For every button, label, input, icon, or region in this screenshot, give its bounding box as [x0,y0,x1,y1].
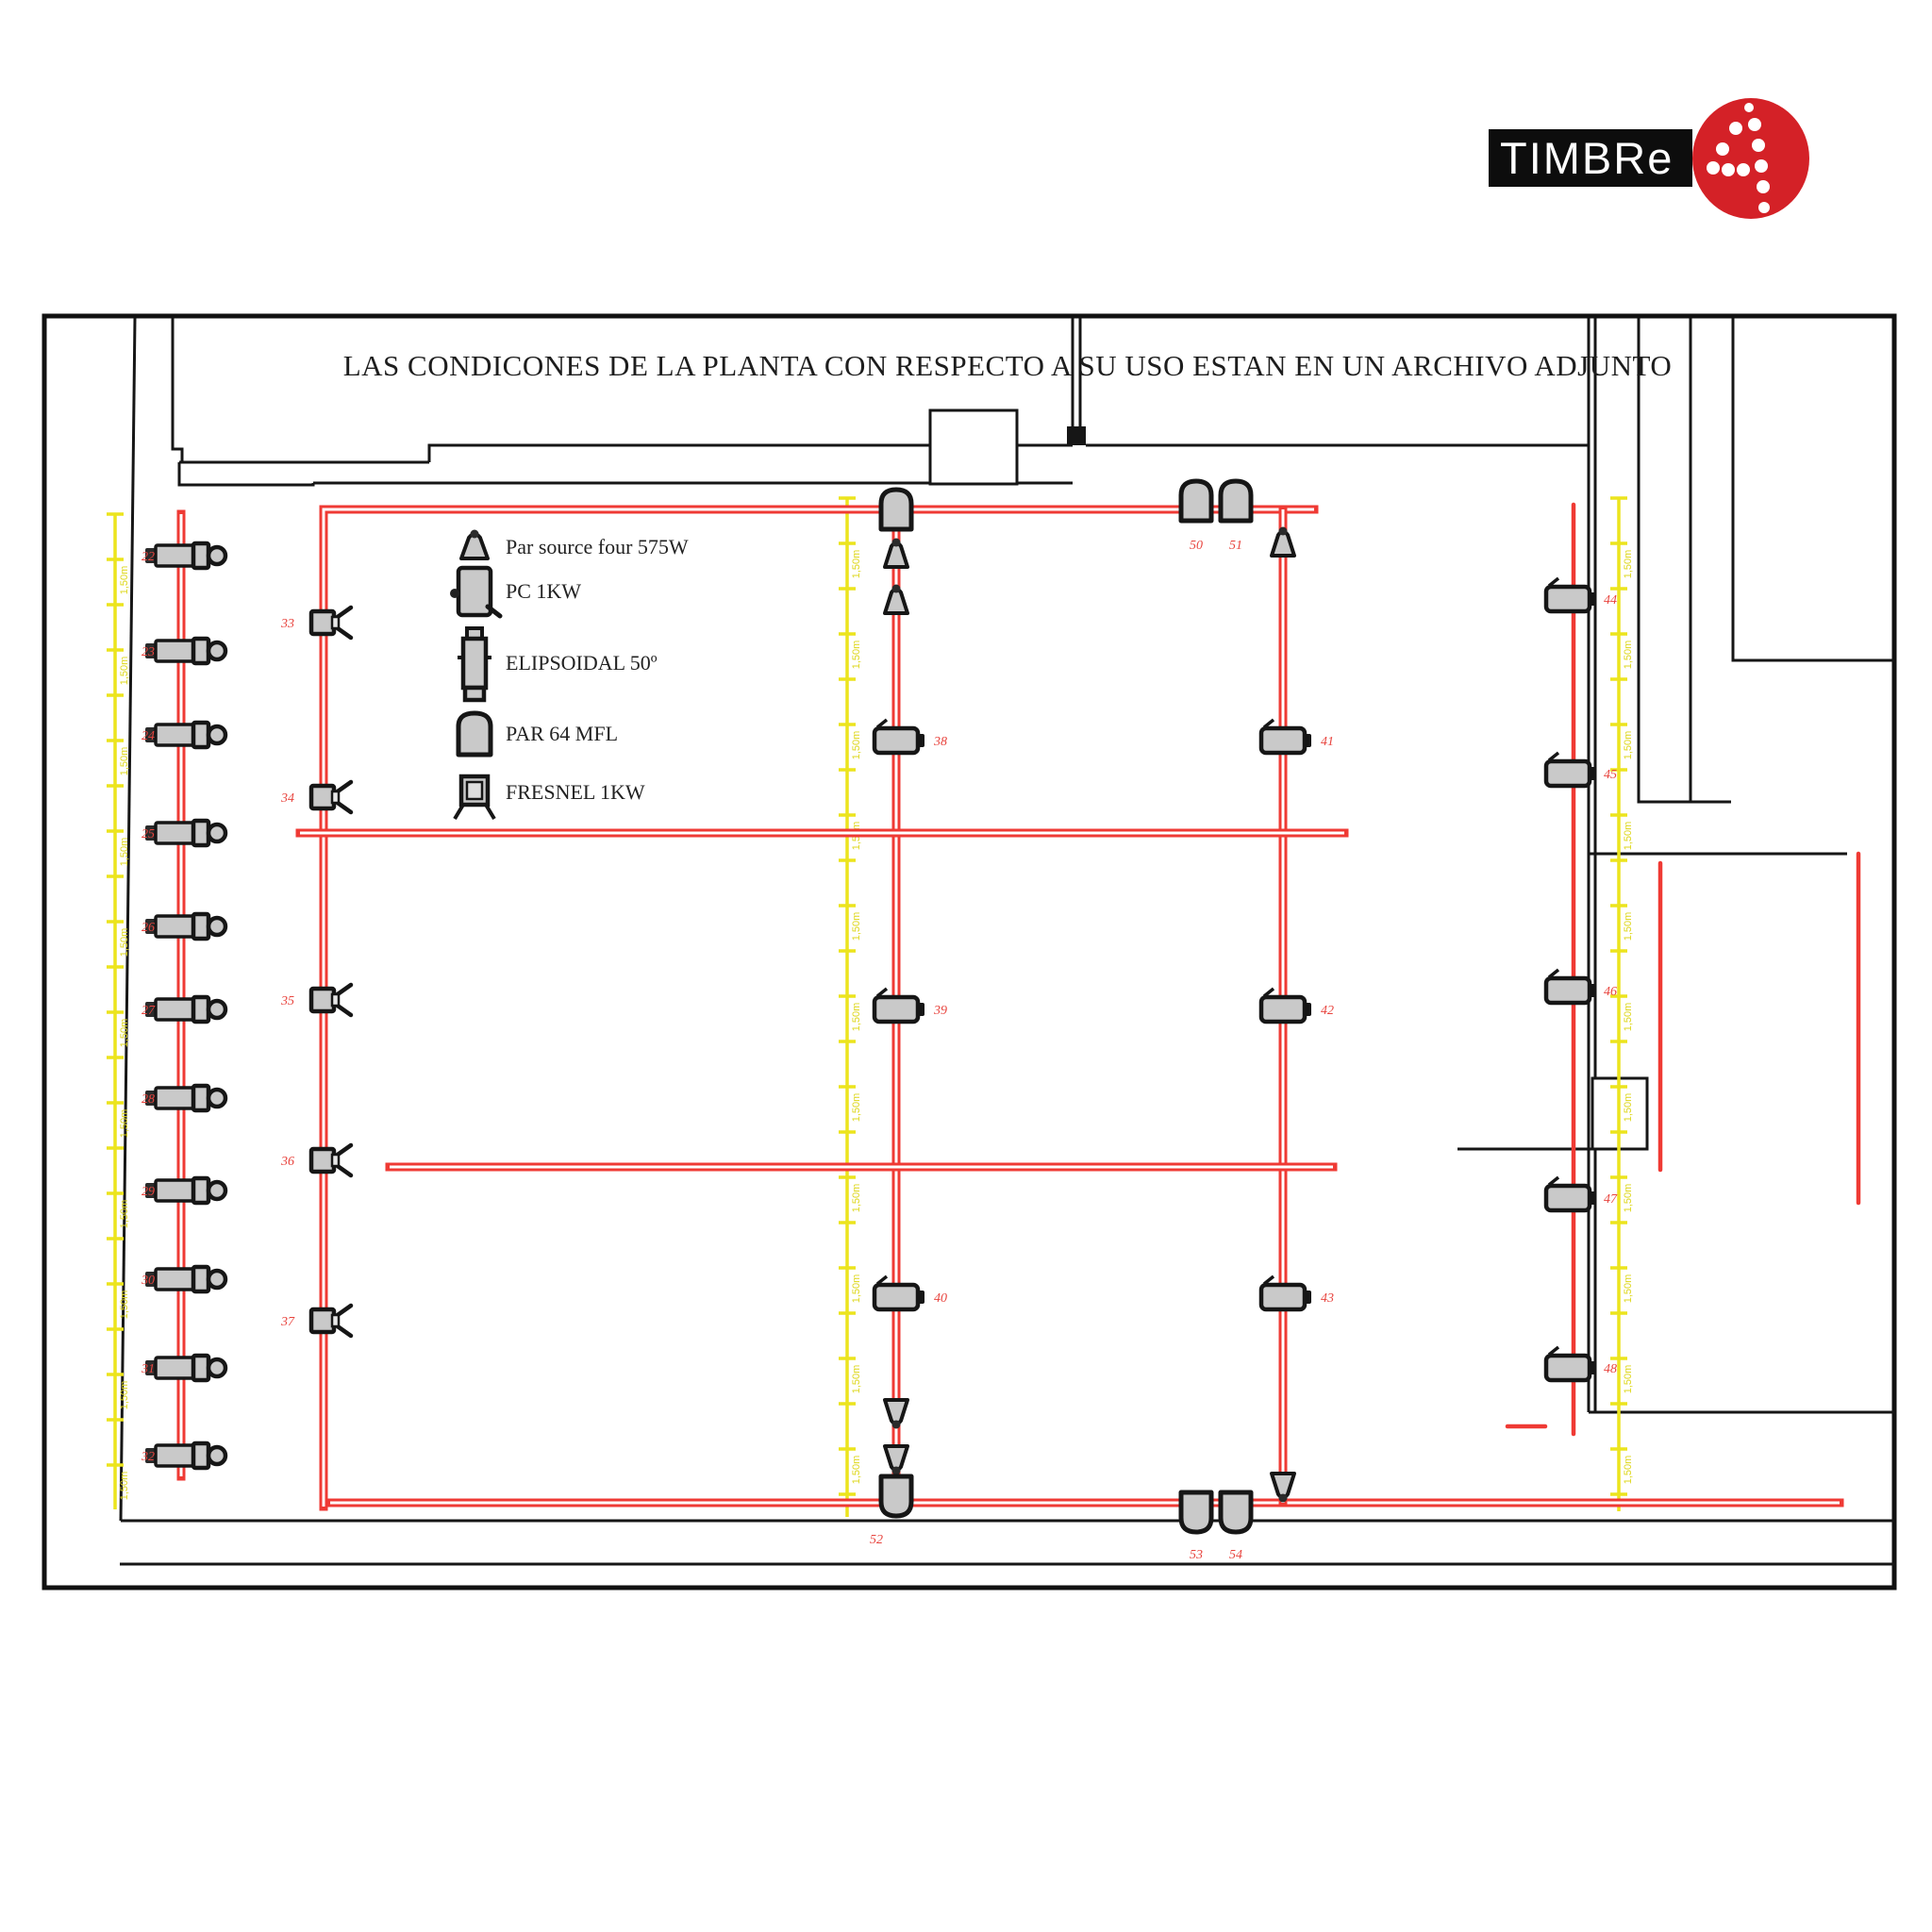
fixture-par-source-four [885,585,908,614]
channel-number: 29 [142,1185,155,1199]
lighting-fixtures [145,481,1596,1532]
channel-number: 33 [281,617,294,631]
ruler-distance-label: 1,50m [1623,549,1634,579]
ruler-distance-label: 1,50m [119,565,130,595]
fixture-par64 [1181,481,1211,521]
channel-number: 23 [142,645,155,659]
fixture-fresnel [311,1145,351,1175]
channel-number: 53 [1190,1548,1203,1562]
channel-number: 30 [142,1274,155,1288]
fresnel-icon [455,776,494,819]
channel-number: 44 [1604,593,1617,608]
ruler-distance-label: 1,50m [119,1380,130,1410]
legend-label: PAR 64 MFL [506,722,619,745]
channel-number: 32 [142,1450,155,1464]
ruler-distance-label: 1,50m [851,1364,862,1394]
fixture-par64 [881,1476,911,1516]
wall-line [429,445,930,462]
ruler-distance-label: 1,50m [851,821,862,851]
wall-line [179,462,313,485]
fixture-ellipsoidal [145,1267,225,1291]
fixture-fresnel [311,608,351,638]
ruler-distance-label: 1,50m [1623,1183,1634,1213]
channel-number: 54 [1229,1548,1242,1562]
fixture-ellipsoidal [145,1356,225,1380]
fixture-par64 [1221,481,1251,521]
wall-line [121,318,135,1521]
ruler-distance-label: 1,50m [851,1092,862,1123]
ruler-distance-label: 1,50m [1623,730,1634,760]
channel-number: 24 [142,729,155,743]
channel-number: 31 [142,1362,155,1376]
measure-ruler [839,498,862,1517]
ruler-distance-label: 1,50m [1623,1455,1634,1485]
channel-number: 26 [142,921,155,935]
fixture-fresnel [311,1306,351,1336]
ruler-distance-label: 1,50m [119,1199,130,1229]
wall-line [1639,318,1731,802]
ruler-distance-label: 1,50m [851,1002,862,1032]
ruler-distance-label: 1,50m [119,1018,130,1048]
ruler-distance-label: 1,50m [851,730,862,760]
channel-number: 35 [281,994,294,1008]
ruler-distance-label: 1,50m [1623,640,1634,670]
fixture-par-source-four [1272,527,1294,557]
channel-number: 37 [281,1315,294,1329]
ruler-distance-label: 1,50m [1623,1364,1634,1394]
legend-label: PC 1KW [506,579,582,603]
channel-number: 47 [1604,1192,1617,1207]
ruler-distance-label: 1,50m [1623,1092,1634,1123]
channel-number: 39 [934,1004,947,1018]
legend-label: Par source four 575W [506,535,689,558]
fixture-ellipsoidal [145,1086,225,1110]
timbre-logo [1489,98,1809,219]
fixture-ellipsoidal [145,723,225,747]
ruler-distance-label: 1,50m [851,1183,862,1213]
channel-number: 52 [870,1533,883,1547]
wall-line [1733,318,1894,660]
channel-number: 46 [1604,985,1617,999]
ruler-distance-label: 1,50m [1623,821,1634,851]
channel-number: 34 [281,791,294,806]
legend-label: FRESNEL 1KW [506,780,645,804]
channel-number: 48 [1604,1362,1617,1376]
channel-number: 28 [142,1092,155,1107]
fixture-ellipsoidal [145,1178,225,1203]
ruler-distance-label: 1,50m [1623,1274,1634,1304]
ruler-distance-label: 1,50m [1623,1002,1634,1032]
fixture-ellipsoidal [145,543,225,568]
channel-number: 22 [142,550,155,564]
channel-number: 27 [142,1004,155,1018]
wall-line [173,318,182,462]
channel-number: 40 [934,1291,947,1306]
ruler-distance-label: 1,50m [851,1455,862,1485]
ruler-distance-label: 1,50m [119,656,130,686]
fixture-par64 [1221,1492,1251,1532]
fixture-par-source-four [885,1446,908,1475]
fixture-par64 [881,490,911,529]
ruler-distance-label: 1,50m [851,640,862,670]
ruler-distance-label: 1,50m [119,746,130,776]
fixture-fresnel [311,985,351,1015]
fixture-ellipsoidal [145,914,225,939]
par64-icon [458,713,491,755]
elipsoidal-icon [458,628,491,700]
fixture-par-source-four [885,539,908,568]
fixture-par-source-four [885,1400,908,1429]
fixture-par64 [1181,1492,1211,1532]
channel-number: 43 [1321,1291,1334,1306]
plan-title: LAS CONDICONES DE LA PLANTA CON RESPECTO A SU USO ESTAN EN UN ARCHIVO ADJUNTO [342,349,1673,382]
channel-number: 50 [1190,539,1203,553]
ruler-distance-label: 1,50m [119,1471,130,1501]
channel-number: 45 [1604,768,1617,782]
ruler-distance-label: 1,50m [119,1290,130,1320]
legend-label: ELIPSOIDAL 50º [506,651,658,675]
channel-numbers [141,539,1618,1562]
channel-number: 25 [142,827,155,841]
logo-wordmark: TIMBRe [1500,133,1674,183]
dotted-4-icon [1692,98,1809,219]
fixture-ellipsoidal [145,821,225,845]
measure-ruler [1610,498,1634,1511]
channel-number: 51 [1229,539,1242,553]
channel-number: 42 [1321,1004,1334,1018]
par-source-four-icon [461,530,488,559]
fixture-ellipsoidal [145,997,225,1022]
channel-number: 38 [934,735,947,749]
fixture-legend [450,530,689,820]
lighting-battens [181,505,1858,1507]
fixture-fresnel [311,782,351,812]
ruler-distance-label: 1,50m [119,837,130,867]
ruler-distance-label: 1,50m [119,1108,130,1139]
ruler-distance-label: 1,50m [851,911,862,941]
wall-doorway-box [930,410,1017,484]
fixture-par-source-four [1272,1474,1294,1503]
fixture-ellipsoidal [145,639,225,663]
pc-icon [450,568,500,616]
fixture-ellipsoidal [145,1443,225,1468]
ruler-distance-label: 1,50m [851,549,862,579]
ruler-distance-label: 1,50m [1623,911,1634,941]
ruler-distance-label: 1,50m [851,1274,862,1304]
wall-pier [1067,426,1086,445]
channel-number: 36 [281,1155,294,1169]
ruler-distance-label: 1,50m [119,927,130,958]
channel-number: 41 [1321,735,1334,749]
